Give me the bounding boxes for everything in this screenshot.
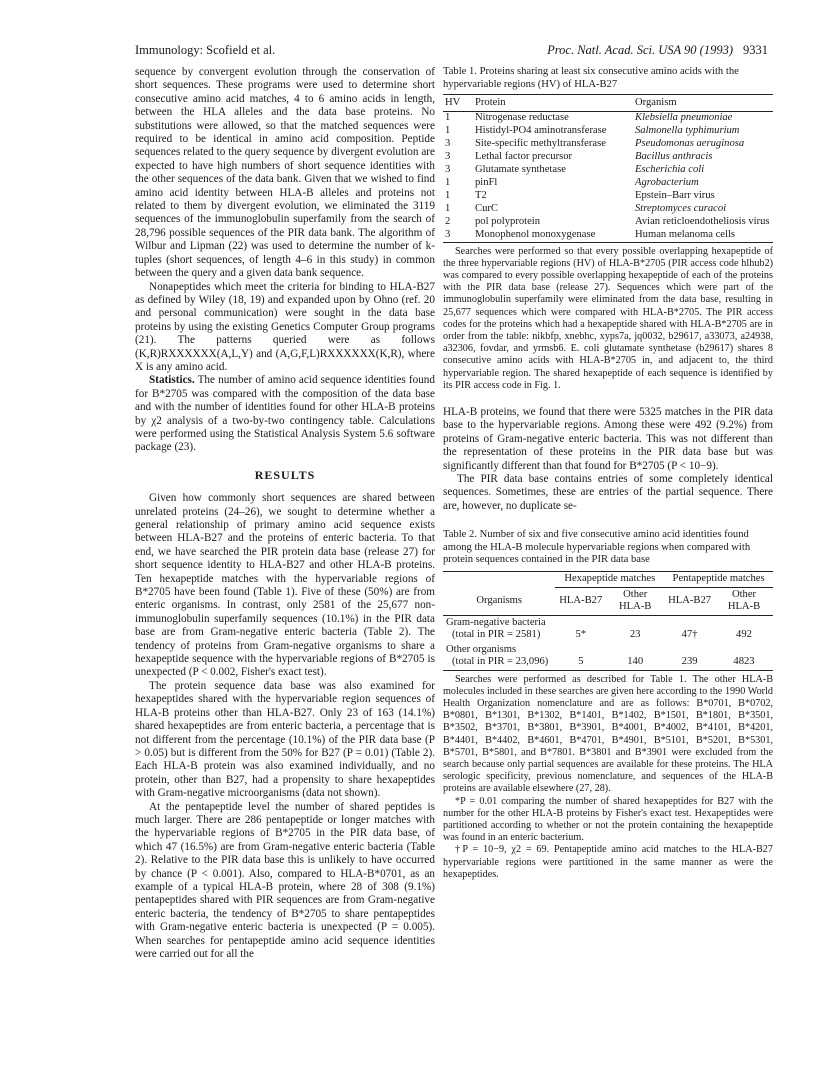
- table2: [443, 571, 773, 671]
- table2-note-searches: Searches were performed as described for Table 1. The other HLA-B molecules included in these searches are given here according to the 1990 World Health Organization nomenclature and are as follows: B*0701, B*0702, B*0801, B*1301, B*1302, B*1401, B*1402, B*1501, B*1801, B*3501, B*3502, B*3701, B*3801, B*3901, B*4001, B*4002, B*4101, B*4201, B*4401, B*4402, B*4601, B*4701, B*4901, B*5101, B*5201, B*5301, B*5701, B*5801, and B*7801. B*3801 and B*3901 were excluded from the search because only partial sequences are available for these proteins. The HLA serologic specificity, previous nomenclature, and sequences of the HLA-B proteins are available elsewhere (27, 28).: [443, 673, 773, 795]
- running-header-journal: [547, 43, 768, 58]
- table1: [443, 94, 773, 242]
- paragraph-results-3: At the pentapeptide level the number of shared peptides is much larger. There are 286 pentapeptide or longer matches with the hypervariable regions of B*2705 in the PIR data base, of which 47 (16.5%) are from Gram-negative enteric bacteria (Table 2). Relative to the PIR data base this is unlikely to have occurred by chance (P < 0.001). Also, compared to HLA-B*0701, as an example of a typical HLA-B protein, where 28 of 308 (9.1%) pentapeptides shared with PIR sequences are from Gram-negative enteric bacteria, the tendency of B*2705 to share pentapeptides with Gram-negative enteric bacteria is unexpected (P = 0.005). When searches for pentapeptide amino acid sequence identities were carried out for all the: [135, 800, 435, 960]
- journal-citation: Proc. Natl. Acad. Sci. USA 90 (1993): [547, 43, 733, 57]
- table2-row-label-total: (total in PIR = 2581): [452, 629, 541, 641]
- left-column: [135, 66, 435, 961]
- table1-cell-organism: Pseudomonas aeruginosa: [635, 138, 745, 150]
- table1-cell-organism: Streptomyces curacoi: [635, 203, 727, 215]
- table2-row-label-name: Gram-negative bacteria: [446, 616, 546, 628]
- table2-cell-v1: 5: [578, 656, 584, 668]
- table1-header-organism: Organism: [633, 95, 773, 111]
- table2-caption: Table 2. Number of six and five consecutive amino acid identities found among the HLA-B molecule hypervariable regions when compared with protein sequences contained in the PIR data base: [443, 529, 751, 566]
- table1-cell-hv: 2: [445, 216, 451, 228]
- paragraph-methods-continued: sequence by convergent evolution through the conservation of short sequences. These programs were used to determine short consecutive amino acid matches, 4 to 6 amino acids in length, between the HLA alleles and the data base proteins. No substitutions were allowed, so that the matched sequences were required to be identical in amino acid composition. Peptide sequences related to the query sequence by divergent evolution are expected to have high numbers of short sequence identities with the other sequences of the data bank. Given that we wished to find amino acid identity between HLA-B alleles and proteins not related to them by divergent evolution, we eliminated the 3119 sequences of the immunoglobulin superfamily from the search of 28,796 possible sequences of the PIR data bank. The algorithm of Wilbur and Lipman (22) was used to determine the number of k-tuples (short sequences, of length 4–6 in this study) in common between the query and a given data bank sequence.: [135, 66, 435, 280]
- table1-cell-hv: 3: [445, 164, 451, 176]
- table1-cell-protein: T2: [475, 190, 487, 202]
- table2-group-pentapeptide: Pentapeptide matches: [664, 572, 773, 588]
- table2-header-pent-b27: HLA-B27: [668, 594, 712, 606]
- table1-cell-protein: Histidyl-PO4 aminotransferase: [475, 125, 607, 137]
- table1-cell-hv: 1: [445, 190, 451, 202]
- table2-header-hex-b27: HLA-B27: [559, 594, 603, 606]
- table1-cell-organism: Klebsiella pneumoniae: [635, 112, 733, 124]
- table1-header-hv: HV: [443, 95, 473, 111]
- table1-cell-protein: pol polyprotein: [475, 216, 541, 228]
- table1-cell-organism: Epstein–Barr virus: [635, 190, 715, 202]
- table1-cell-organism: Escherichia coli: [635, 164, 705, 176]
- table2-header-pent-other: Other HLA-B: [727, 588, 761, 613]
- table1-cell-hv: 1: [445, 112, 451, 124]
- running-header-authors: Immunology: Scofield et al.: [135, 43, 276, 57]
- table1-cell-protein: Glutamate synthetase: [475, 164, 566, 176]
- table1-cell-organism: Bacillus anthracis: [635, 151, 713, 163]
- table2-cell-v3: 239: [681, 656, 698, 668]
- table2-column-header-row: [443, 587, 773, 615]
- table2-row: [443, 615, 773, 643]
- table2-row: [443, 643, 773, 671]
- table2-row-label-name: Other organisms: [446, 643, 517, 655]
- table1-cell-organism: Agrobacterium: [635, 177, 699, 189]
- table1-row: [443, 229, 773, 243]
- paragraph-nonapeptides: Nonapeptides which meet the criteria for binding to HLA-B27 as defined by Wiley (18, 19) and expanded upon by Ohno (ref. 20 and personal communication) were sought in the data base proteins by using the existing Genetics Computer Group programs (21). The patterns queried were as follows (K,R)RXXXXXX(A,L,Y) and (A,G,F,L)RXXXXXX(K,R), where X is any amino acid.: [135, 280, 435, 373]
- table1-cell-organism: Human melanoma cells: [635, 229, 736, 241]
- table1-cell-organism: Salmonella typhimurium: [635, 125, 740, 137]
- table1-row: [443, 203, 773, 216]
- table2-group-hexapeptide: Hexapeptide matches: [555, 572, 664, 588]
- table1-cell-hv: 3: [445, 229, 451, 241]
- table1-cell-protein: Nitrogenase reductase: [475, 112, 569, 124]
- table1-row: [443, 190, 773, 203]
- table1-cell-protein: Lethal factor precursor: [475, 151, 573, 163]
- table1-cell-protein: Monophenol monoxygenase: [475, 229, 596, 241]
- table2-footnotes: [443, 674, 773, 881]
- table2-cell-v4: 4823: [733, 656, 755, 668]
- table2-note-asterisk: *P = 0.01 comparing the number of shared hexapeptides for B27 with the number for the other HLA-B proteins by Fisher's exact test. Hexapeptides were partitioned according to whether or not the protein containing the hexapeptide was found in an enteric bacterium.: [443, 795, 773, 844]
- table1-row: [443, 151, 773, 164]
- table2-cell-v2: 23: [629, 629, 641, 641]
- table2-cell-v2: 140: [627, 656, 644, 668]
- paragraph-right-1: HLA-B proteins, we found that there were 5325 matches in the PIR data base to the hypervariable regions. Among these were 492 (9.2%) from proteins of Gram-negative enteric bacteria. This was not different than the representation of these proteins in the PIR data base but was significantly different than that found for B*2705 (P < 10−9).: [443, 406, 773, 472]
- table1-cell-hv: 1: [445, 203, 451, 215]
- table2-cell-v4: 492: [736, 629, 752, 641]
- paragraph-statistics: [135, 374, 435, 454]
- table1-row: [443, 216, 773, 229]
- table2-row-label-total: (total in PIR = 23,096): [452, 656, 549, 668]
- table1-cell-protein: Site-specific methyltransferase: [475, 138, 606, 150]
- section-heading-results: RESULTS: [254, 467, 316, 482]
- table2-cell-v1: 5*: [575, 629, 587, 641]
- statistics-run-in-head: Statistics.: [149, 374, 195, 387]
- table1-header-protein: Protein: [473, 95, 633, 111]
- paragraph-results-1: Given how commonly short sequences are shared between unrelated proteins (24–26), we sought to determine whether a general relationship of primary amino acid sequence exists between HLA-B27 and the proteins of enteric bacteria. To that end, we have searched the PIR protein data base (release 27) for short sequence identity to HLA-B27 and other HLA-B proteins. Ten hexapeptide matches with the hypervariable regions of B*2705 have been found (Table 1). Five of these (50%) are from enteric organisms. In contrast, only 2581 of the 25,677 non-immunoglobulin superfamily sequences (10.1%) in the PIR data base are from Gram-negative enteric bacteria (Table 2). The tendency of proteins from Gram-negative organisms to share a hexapeptide sequence with the hypervariable regions of B*2705 is unexpected (P < 0.002, Fisher's exact test).: [135, 492, 435, 679]
- table1-cell-hv: 3: [445, 138, 451, 150]
- paragraph-right-2: The PIR data base contains entries of some completely identical sequences. Sometimes, these are entries of the partial sequence. There are, however, no duplicate se-: [443, 473, 773, 512]
- table1-cell-organism: Avian reticloendotheliosis virus: [635, 216, 770, 228]
- table2-header-organisms: Organisms: [476, 594, 523, 606]
- table1-row: [443, 164, 773, 177]
- table2-group-header-row: [443, 572, 773, 588]
- table1-footnote: [443, 246, 773, 392]
- paragraph-results-2: The protein sequence data base was also examined for hexapeptides shared with the hypervariable region sequences of HLA-B proteins other than HLA-B27. Only 23 of 163 (14.1%) shared hexapeptides are from enteric bacteria, a percentage that is not different from the percentage (10.1%) of the PIR data base (P > 0.05) but is different from the 50% for B27 (P = 0.01) (Table 2). Each HLA-B protein was also examined individually, and no protein, other than B27, had a propensity to share hexapeptides with Gram-negative microorganisms (data not shown).: [135, 679, 435, 800]
- table2-row-label: [443, 643, 555, 671]
- table1-cell-hv: 1: [445, 177, 451, 189]
- table1-row: [443, 177, 773, 190]
- table1-row: [443, 125, 773, 138]
- table1-cell-protein: pinFl: [475, 177, 498, 189]
- table1-row: [443, 138, 773, 151]
- page-number: 9331: [743, 43, 768, 57]
- table1-caption: Table 1. Proteins sharing at least six consecutive amino acids with the hypervariable regions (HV) of HLA-B27: [443, 66, 739, 90]
- table1-footnote-text: Searches were performed so that every possible overlapping hexapeptide of the three hypervariable regions (HV) of HLA-B*2705 (PIR access code hlhub2) was compared to every possible overlapping hexapeptide of each of the proteins with the PIR data base (release 27). Sequences which were part of the immunoglobulin superfamily were eliminated from the data base, resulting in 25,677 sequences which were compared with HLA-B*2705. The PIR access codes for the proteins which had a hexapeptide shared with HLA-B*2705 are in order from the table: nikbfp, xnebhc, xyps7a, jq0032, b29617, a33073, a24938, a32306, fovdar, and yrmsb6. E. coli glutamate synthetase (b29617) shares 8 consecutive amino acids with HLA-B*2705 in, and adjacent to, the third hypervariable region. The shared hexapeptide of each sequence is identified by its PIR access code in Fig. 1.: [443, 245, 773, 391]
- table2-note-dagger: †P = 10−9, χ2 = 69. Pentapeptide amino acid matches to the HLA-B27 hypervariable regions were partitioned in the same manner as were the hexapeptides.: [443, 844, 773, 880]
- table1-header-row: [443, 95, 773, 111]
- table1-cell-hv: 1: [445, 125, 451, 137]
- table2-cell-v3: 47†: [681, 629, 698, 641]
- table1-cell-protein: CurC: [475, 203, 498, 215]
- table1-cell-hv: 3: [445, 151, 451, 163]
- table1-row: [443, 111, 773, 125]
- statistics-text: The number of amino acid sequence identities found for B*2705 was compared with the composition of the data base and with the number of identities found for other HLA-B proteins by χ2 analysis of a two-by-two contingency table. Calculations were performed using the Statistical Analysis System 5.6 software package (23).: [135, 374, 435, 454]
- right-column: [443, 66, 773, 881]
- table2-header-hex-other: Other HLA-B: [618, 588, 652, 613]
- table2-row-label: [443, 615, 555, 643]
